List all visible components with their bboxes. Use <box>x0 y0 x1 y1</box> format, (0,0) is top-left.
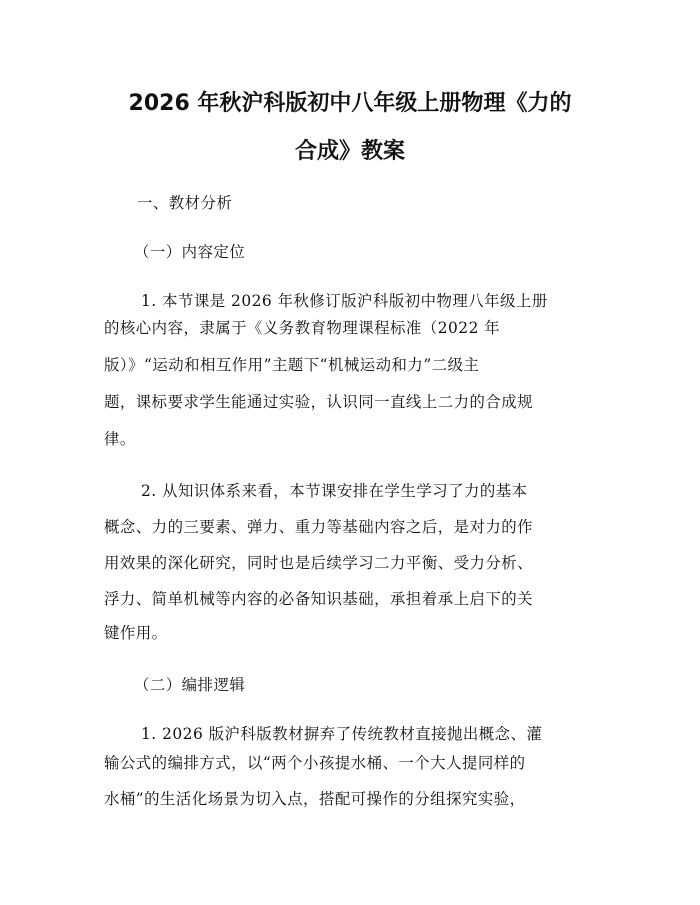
paragraph-2-line-2: 概念、力的三要素、弹力、重力等基础内容之后，是对力的作 <box>104 518 534 536</box>
paragraph-2-line-5: 键作用。 <box>104 624 168 642</box>
paragraph-2-line-1: 2. 从知识体系来看，本节课安排在学生学习了力的基本 <box>141 482 528 500</box>
paragraph-1-line-2: 的核心内容，隶属于《义务教育物理课程标准（2022 年 <box>104 319 501 337</box>
section-heading-textbook-analysis: 一、教材分析 <box>137 194 233 212</box>
paragraph-1-line-5: 律。 <box>104 430 136 448</box>
paragraph-1-line-4: 题，课标要求学生能通过实验，认识同一直线上二力的合成规 <box>104 393 534 411</box>
document-title-line-1: 2026 年秋沪科版初中八年级上册物理《力的 <box>128 91 572 116</box>
document-title-line-2: 合成》教案 <box>294 139 405 164</box>
subsection-heading-content-positioning: （一）内容定位 <box>134 243 246 261</box>
subsection-heading-arrangement-logic: （二）编排逻辑 <box>134 676 246 694</box>
paragraph-3-line-3: 水桶”的生活化场景为切入点，搭配可操作的分组探究实验， <box>104 790 526 808</box>
paragraph-2-line-4: 浮力、简单机械等内容的必备知识基础，承担着承上启下的关 <box>104 590 534 608</box>
paragraph-1-line-1: 1. 本节课是 2026 年秋修订版沪科版初中物理八年级上册 <box>141 292 548 310</box>
paragraph-1-line-3: 版）》“运动和相互作用”主题下“机械运动和力”二级主 <box>104 356 480 374</box>
paragraph-3-line-2: 输公式的编排方式，以“两个小孩提水桶、一个大人提同样的 <box>104 754 526 772</box>
paragraph-2-line-3: 用效果的深化研究，同时也是后续学习二力平衡、受力分析、 <box>104 554 534 572</box>
paragraph-3-line-1: 1. 2026 版沪科版教材摒弃了传统教材直接抛出概念、灌 <box>141 725 543 743</box>
